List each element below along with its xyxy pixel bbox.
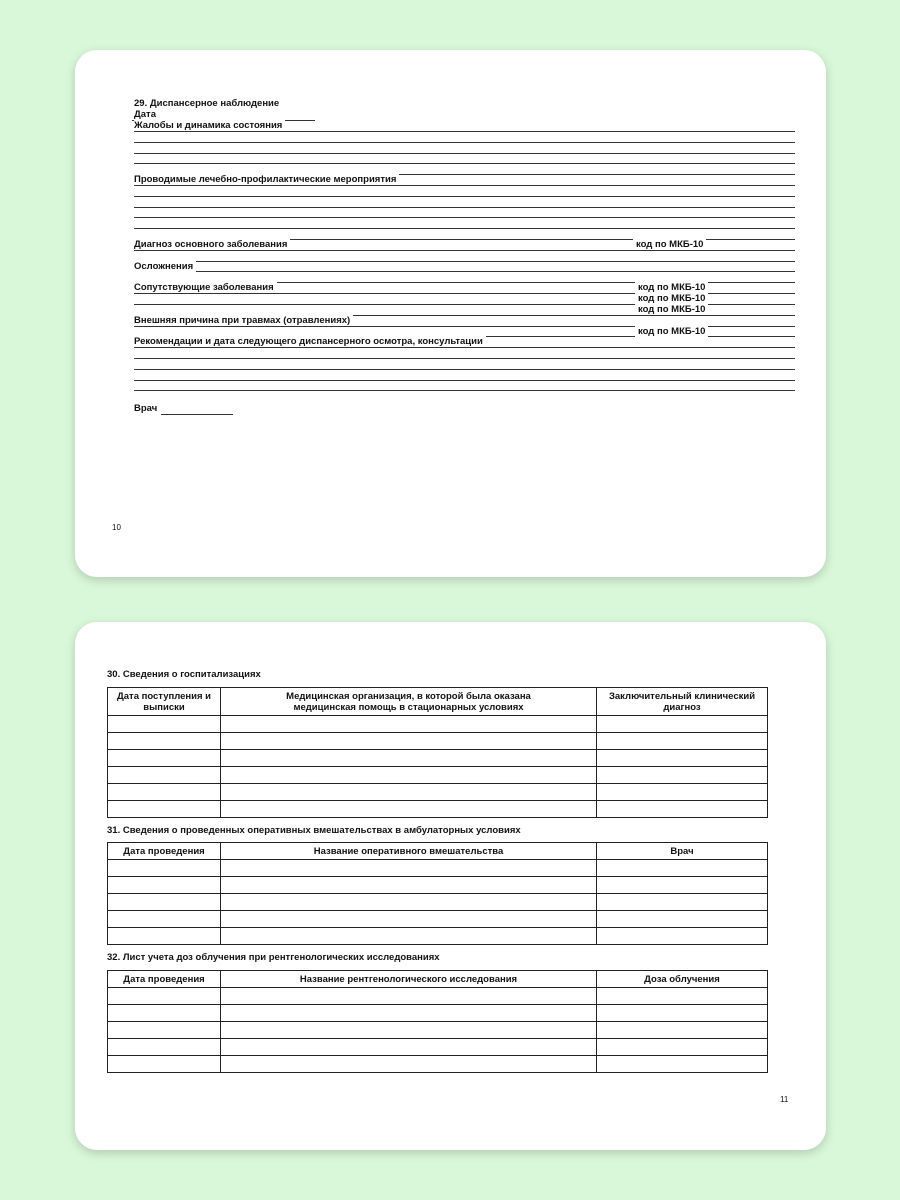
table-row — [108, 801, 768, 818]
table-cell[interactable] — [108, 894, 221, 911]
table-cell[interactable] — [221, 894, 597, 911]
table-row — [108, 1005, 768, 1022]
table-cell[interactable] — [221, 860, 597, 877]
table-cell[interactable] — [108, 784, 221, 801]
table-cell[interactable] — [597, 750, 768, 767]
complications-label: Осложнения — [134, 261, 196, 272]
surgeries-title: 31. Сведения о проведенных оперативных вмешательствах в амбулаторных условиях — [107, 825, 524, 836]
main-diagnosis-line[interactable] — [134, 261, 795, 262]
table-cell[interactable] — [221, 911, 597, 928]
measures-label: Проводимые лечебно-профилактические мероприятия — [134, 174, 399, 185]
radiation-title: 32. Лист учета доз облучения при рентгенологических исследованиях — [107, 952, 443, 963]
table-cell[interactable] — [108, 733, 221, 750]
table-row — [108, 988, 768, 1005]
recommendations-line[interactable] — [134, 390, 795, 391]
table-cell[interactable] — [108, 1022, 221, 1039]
column-header: Заключительный клинический диагноз — [597, 688, 768, 716]
table-row — [108, 750, 768, 767]
page-number: 10 — [112, 523, 121, 532]
table-cell[interactable] — [221, 1022, 597, 1039]
icd-code-label: код по МКБ-10 — [635, 326, 708, 337]
complications-line[interactable] — [134, 271, 795, 272]
table-row — [108, 1056, 768, 1073]
surgeries-table — [107, 842, 768, 945]
table-row — [108, 784, 768, 801]
table-row — [108, 1022, 768, 1039]
table-cell[interactable] — [221, 716, 597, 733]
page-number: 11 — [780, 1095, 789, 1104]
complaints-line[interactable] — [134, 153, 795, 154]
column-header: Дата поступления и выписки — [108, 688, 221, 716]
column-header: Название оперативного вмешательства — [221, 843, 597, 860]
doctor-signature-line[interactable] — [161, 414, 233, 415]
table-cell[interactable] — [597, 801, 768, 818]
measures-line[interactable] — [134, 207, 795, 208]
recommendations-line[interactable] — [134, 347, 795, 348]
table-cell[interactable] — [597, 1039, 768, 1056]
table-cell[interactable] — [221, 1039, 597, 1056]
table-row — [108, 716, 768, 733]
complaints-label: Жалобы и динамика состояния — [134, 120, 285, 131]
table-cell[interactable] — [221, 767, 597, 784]
table-cell[interactable] — [108, 801, 221, 818]
measures-line[interactable] — [134, 228, 795, 229]
column-header: Дата проведения — [108, 843, 221, 860]
column-header: Медицинская организация, в которой была оказана медицинская помощь в стационарных условиях — [221, 688, 597, 716]
table-row — [108, 1039, 768, 1056]
table-row — [108, 928, 768, 945]
column-header: Дата проведения — [108, 971, 221, 988]
hospitalizations-title: 30. Сведения о госпитализациях — [107, 669, 264, 680]
table-row — [108, 894, 768, 911]
measures-line[interactable] — [134, 185, 795, 186]
icd-code-label: код по МКБ-10 — [633, 239, 706, 250]
table-cell[interactable] — [108, 1039, 221, 1056]
measures-line[interactable] — [134, 217, 795, 218]
table-cell[interactable] — [221, 750, 597, 767]
table-cell[interactable] — [108, 928, 221, 945]
table-cell[interactable] — [108, 1056, 221, 1073]
table-cell[interactable] — [221, 928, 597, 945]
page-11 — [75, 622, 826, 1150]
table-row — [108, 911, 768, 928]
table-cell[interactable] — [108, 911, 221, 928]
table-cell[interactable] — [221, 1056, 597, 1073]
table-cell[interactable] — [597, 988, 768, 1005]
table-cell[interactable] — [221, 1005, 597, 1022]
table-cell[interactable] — [597, 911, 768, 928]
table-cell[interactable] — [597, 1022, 768, 1039]
column-header: Врач — [597, 843, 768, 860]
measures-line[interactable] — [134, 196, 795, 197]
complaints-line[interactable] — [134, 142, 795, 143]
table-cell[interactable] — [108, 716, 221, 733]
table-cell[interactable] — [597, 1005, 768, 1022]
icd-code-label: код по МКБ-10 — [635, 293, 708, 304]
doctor-label: Врач — [134, 403, 160, 414]
table-cell[interactable] — [597, 860, 768, 877]
table-cell[interactable] — [108, 750, 221, 767]
table-cell[interactable] — [108, 767, 221, 784]
recommendations-line[interactable] — [134, 380, 795, 381]
section-title: 29. Диспансерное наблюдение — [134, 98, 282, 109]
table-cell[interactable] — [221, 784, 597, 801]
comorbid-label: Сопутствующие заболевания — [134, 282, 277, 293]
table-cell[interactable] — [108, 877, 221, 894]
table-row — [108, 877, 768, 894]
table-row — [108, 860, 768, 877]
table-cell[interactable] — [221, 988, 597, 1005]
main-diagnosis-label: Диагноз основного заболевания — [134, 239, 290, 250]
table-cell[interactable] — [221, 801, 597, 818]
radiation-table — [107, 970, 768, 1073]
column-header: Доза облучения — [597, 971, 768, 988]
hospitalizations-table — [107, 687, 768, 818]
recommendations-line[interactable] — [134, 358, 795, 359]
table-cell[interactable] — [108, 1005, 221, 1022]
table-cell[interactable] — [597, 784, 768, 801]
complaints-line[interactable] — [134, 163, 795, 164]
main-diagnosis-line[interactable] — [134, 250, 795, 251]
recommendations-label: Рекомендации и дата следующего диспансерного осмотра, консультации — [134, 336, 486, 347]
table-cell[interactable] — [221, 877, 597, 894]
table-cell[interactable] — [597, 877, 768, 894]
date-label: Дата — [134, 109, 159, 120]
table-cell[interactable] — [597, 928, 768, 945]
recommendations-line[interactable] — [134, 369, 795, 370]
table-row — [108, 733, 768, 750]
table-cell[interactable] — [597, 894, 768, 911]
column-header: Название рентгенологического исследования — [221, 971, 597, 988]
table-row — [108, 767, 768, 784]
table-cell[interactable] — [597, 1056, 768, 1073]
table-cell[interactable] — [108, 988, 221, 1005]
table-cell[interactable] — [597, 767, 768, 784]
external-cause-label: Внешняя причина при травмах (отравлениях) — [134, 315, 353, 326]
table-cell[interactable] — [108, 860, 221, 877]
table-cell[interactable] — [597, 733, 768, 750]
icd-code-label: код по МКБ-10 — [635, 282, 708, 293]
complaints-line[interactable] — [134, 131, 795, 132]
page-10 — [75, 50, 826, 577]
table-cell[interactable] — [597, 716, 768, 733]
icd-code-label: код по МКБ-10 — [635, 304, 708, 315]
table-cell[interactable] — [221, 733, 597, 750]
